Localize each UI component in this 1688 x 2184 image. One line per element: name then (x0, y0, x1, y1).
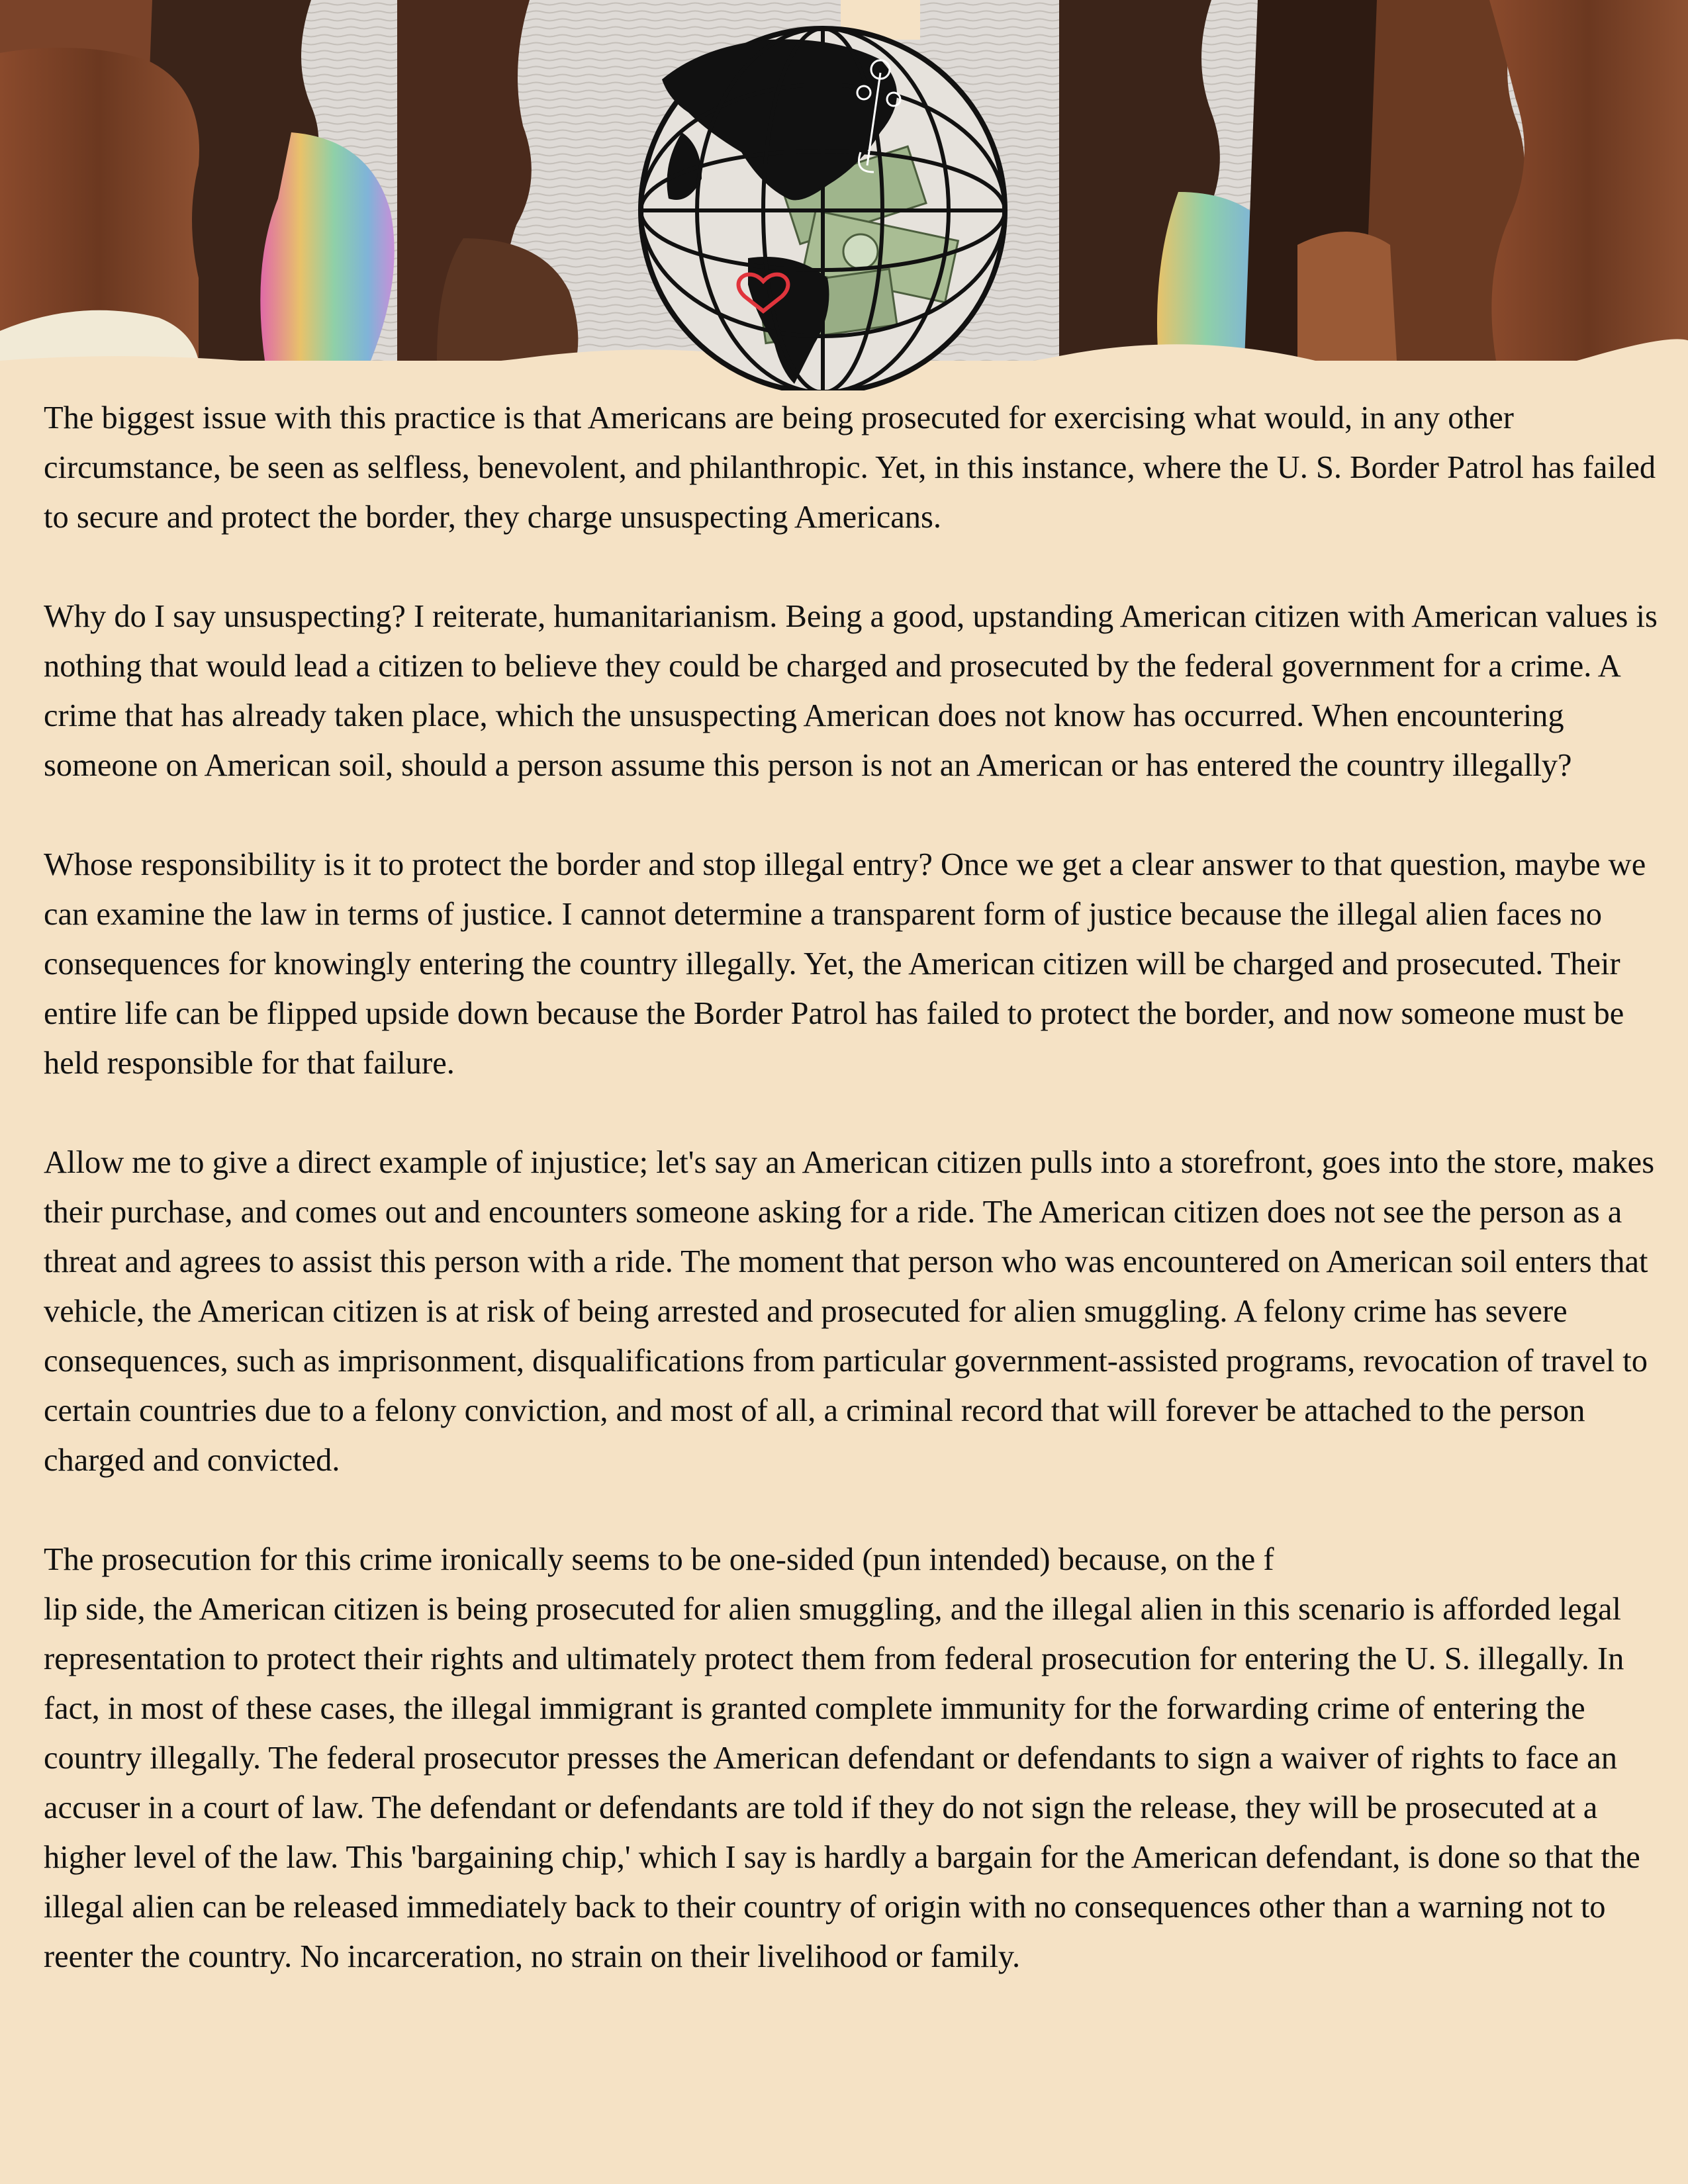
article-body (44, 393, 1659, 2031)
paragraph-3: Whose responsibility is it to protect the border and stop illegal entry? Once we get a clear answer to that question, maybe we can examine the law in terms of justice. I cannot determine a transparent form of justice because the illegal alien faces no consequences for knowingly entering the country illegally. Yet, the American citizen will be charged and prosecuted. Their entire life can be flipped upside down because the Border Patrol has failed to protect the border, and now someone must be held responsible for that failure. (44, 847, 1646, 1081)
banner-artwork (0, 0, 1688, 390)
paragraph-4: Allow me to give a direct example of injustice; let's say an American citizen pulls into a storefront, goes into the store, makes their purchase, and comes out and encounters someone asking for a ride. The American citizen does not see the person as a threat and agrees to assist this person with a ride. The moment that person who was encountered on American soil enters that vehicle, the American citizen is at risk of being arrested and prosecuted for alien smuggling. A felony crime has severe consequences, such as imprisonment, disqualifications from particular government-assisted programs, revocation of travel to certain countries due to a felony conviction, and most of all, a criminal record that will forever be attached to the person charged and convicted. (44, 1145, 1655, 1478)
paragraph-2: Why do I say unsuspecting? I reiterate, humanitarianism. Being a good, upstanding American citizen with American values is nothing that would lead a citizen to believe they could be charged and prosecuted by the federal government for a crime. A crime that has already taken place, which the unsuspecting American does not know has occurred. When encountering someone on American soil, should a person assume this person is not an American or has entered the country illegally? (44, 599, 1658, 783)
paragraph-1: The biggest issue with this practice is that Americans are being prosecuted for exercising what would, in any other circumstance, be seen as selfless, benevolent, and philanthropic. Yet, in this instance, where the U. S. Border Patrol has failed to secure and protect the border, they charge unsuspecting Americans. (44, 400, 1656, 535)
header-banner (0, 0, 1688, 390)
paragraph-5: The prosecution for this crime ironically seems to be one-sided (pun intended) because, on the f lip side, the American citizen is being prosecuted for alien smuggling, and the illegal alien in this scenario is afforded legal representation to protect their rights and ultimately protect them from federal prosecution for entering the U. S. illegally. In fact, in most of these cases, the illegal immigrant is granted complete immunity for the forwarding crime of entering the country illegally. The federal prosecutor presses the American defendant or defendants to sign a waiver of rights to face an accuser in a court of law. The defendant or defendants are told if they do not sign the release, they will be prosecuted at a higher level of the law. This 'bargaining chip,' which I say is hardly a bargain for the American defendant, is done so that the illegal alien can be released immediately back to their country of origin with no consequences other than a warning not to reenter the country. No incarceration, no strain on their livelihood or family. (44, 1542, 1640, 1974)
